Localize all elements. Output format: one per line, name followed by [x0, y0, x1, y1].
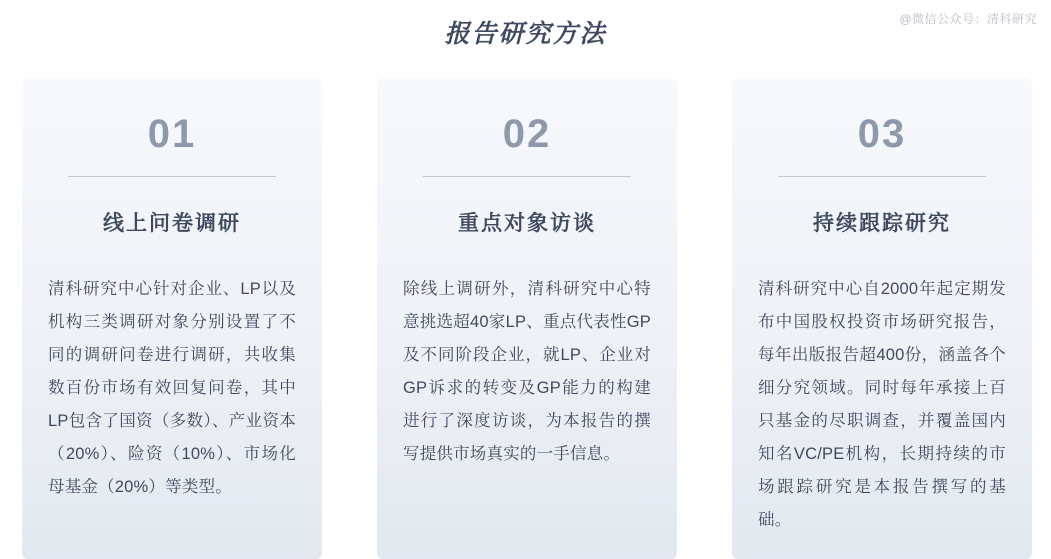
- watermark-text: @微信公众号：清科研究: [899, 12, 1037, 26]
- card-number: 03: [857, 112, 907, 156]
- card-body-text: 除线上调研外，清科研究中心特意挑选超40家LP、重点代表性GP及不同阶段企业，就LP、企业对GP诉求的转变及GP能力的构建进行了深度访谈，为本报告的撰写提供市场真实的一手信息。: [403, 280, 651, 463]
- method-card: [732, 78, 1032, 559]
- card-heading: 重点对象访谈: [458, 212, 596, 235]
- method-card-list: [22, 78, 1032, 559]
- card-divider: [778, 176, 986, 177]
- card-divider: [68, 176, 276, 177]
- page-title: 报告研究方法: [444, 20, 607, 48]
- card-heading: 线上问卷调研: [103, 212, 241, 235]
- card-heading: 持续跟踪研究: [813, 212, 951, 235]
- card-divider: [423, 176, 631, 177]
- card-body-text: 清科研究中心针对企业、LP以及机构三类调研对象分别设置了不同的调研问卷进行调研，共收集数百份市场有效回复问卷，其中LP包含了国资（多数）、产业资本（20%）、险资（10%）、市场化母基金（20%）等类型。: [48, 280, 296, 496]
- card-body-text: 清科研究中心自2000年起定期发布中国股权投资市场研究报告，每年出版报告超400份，涵盖各个细分究领域。同时每年承接上百只基金的尽职调查，并覆盖国内知名VC/PE机构，长期持续的市场跟踪研究是本报告撰写的基础。: [758, 280, 1006, 529]
- method-card: [22, 78, 322, 559]
- method-card: [377, 78, 677, 559]
- card-number: 02: [502, 112, 552, 156]
- card-number: 01: [147, 112, 197, 156]
